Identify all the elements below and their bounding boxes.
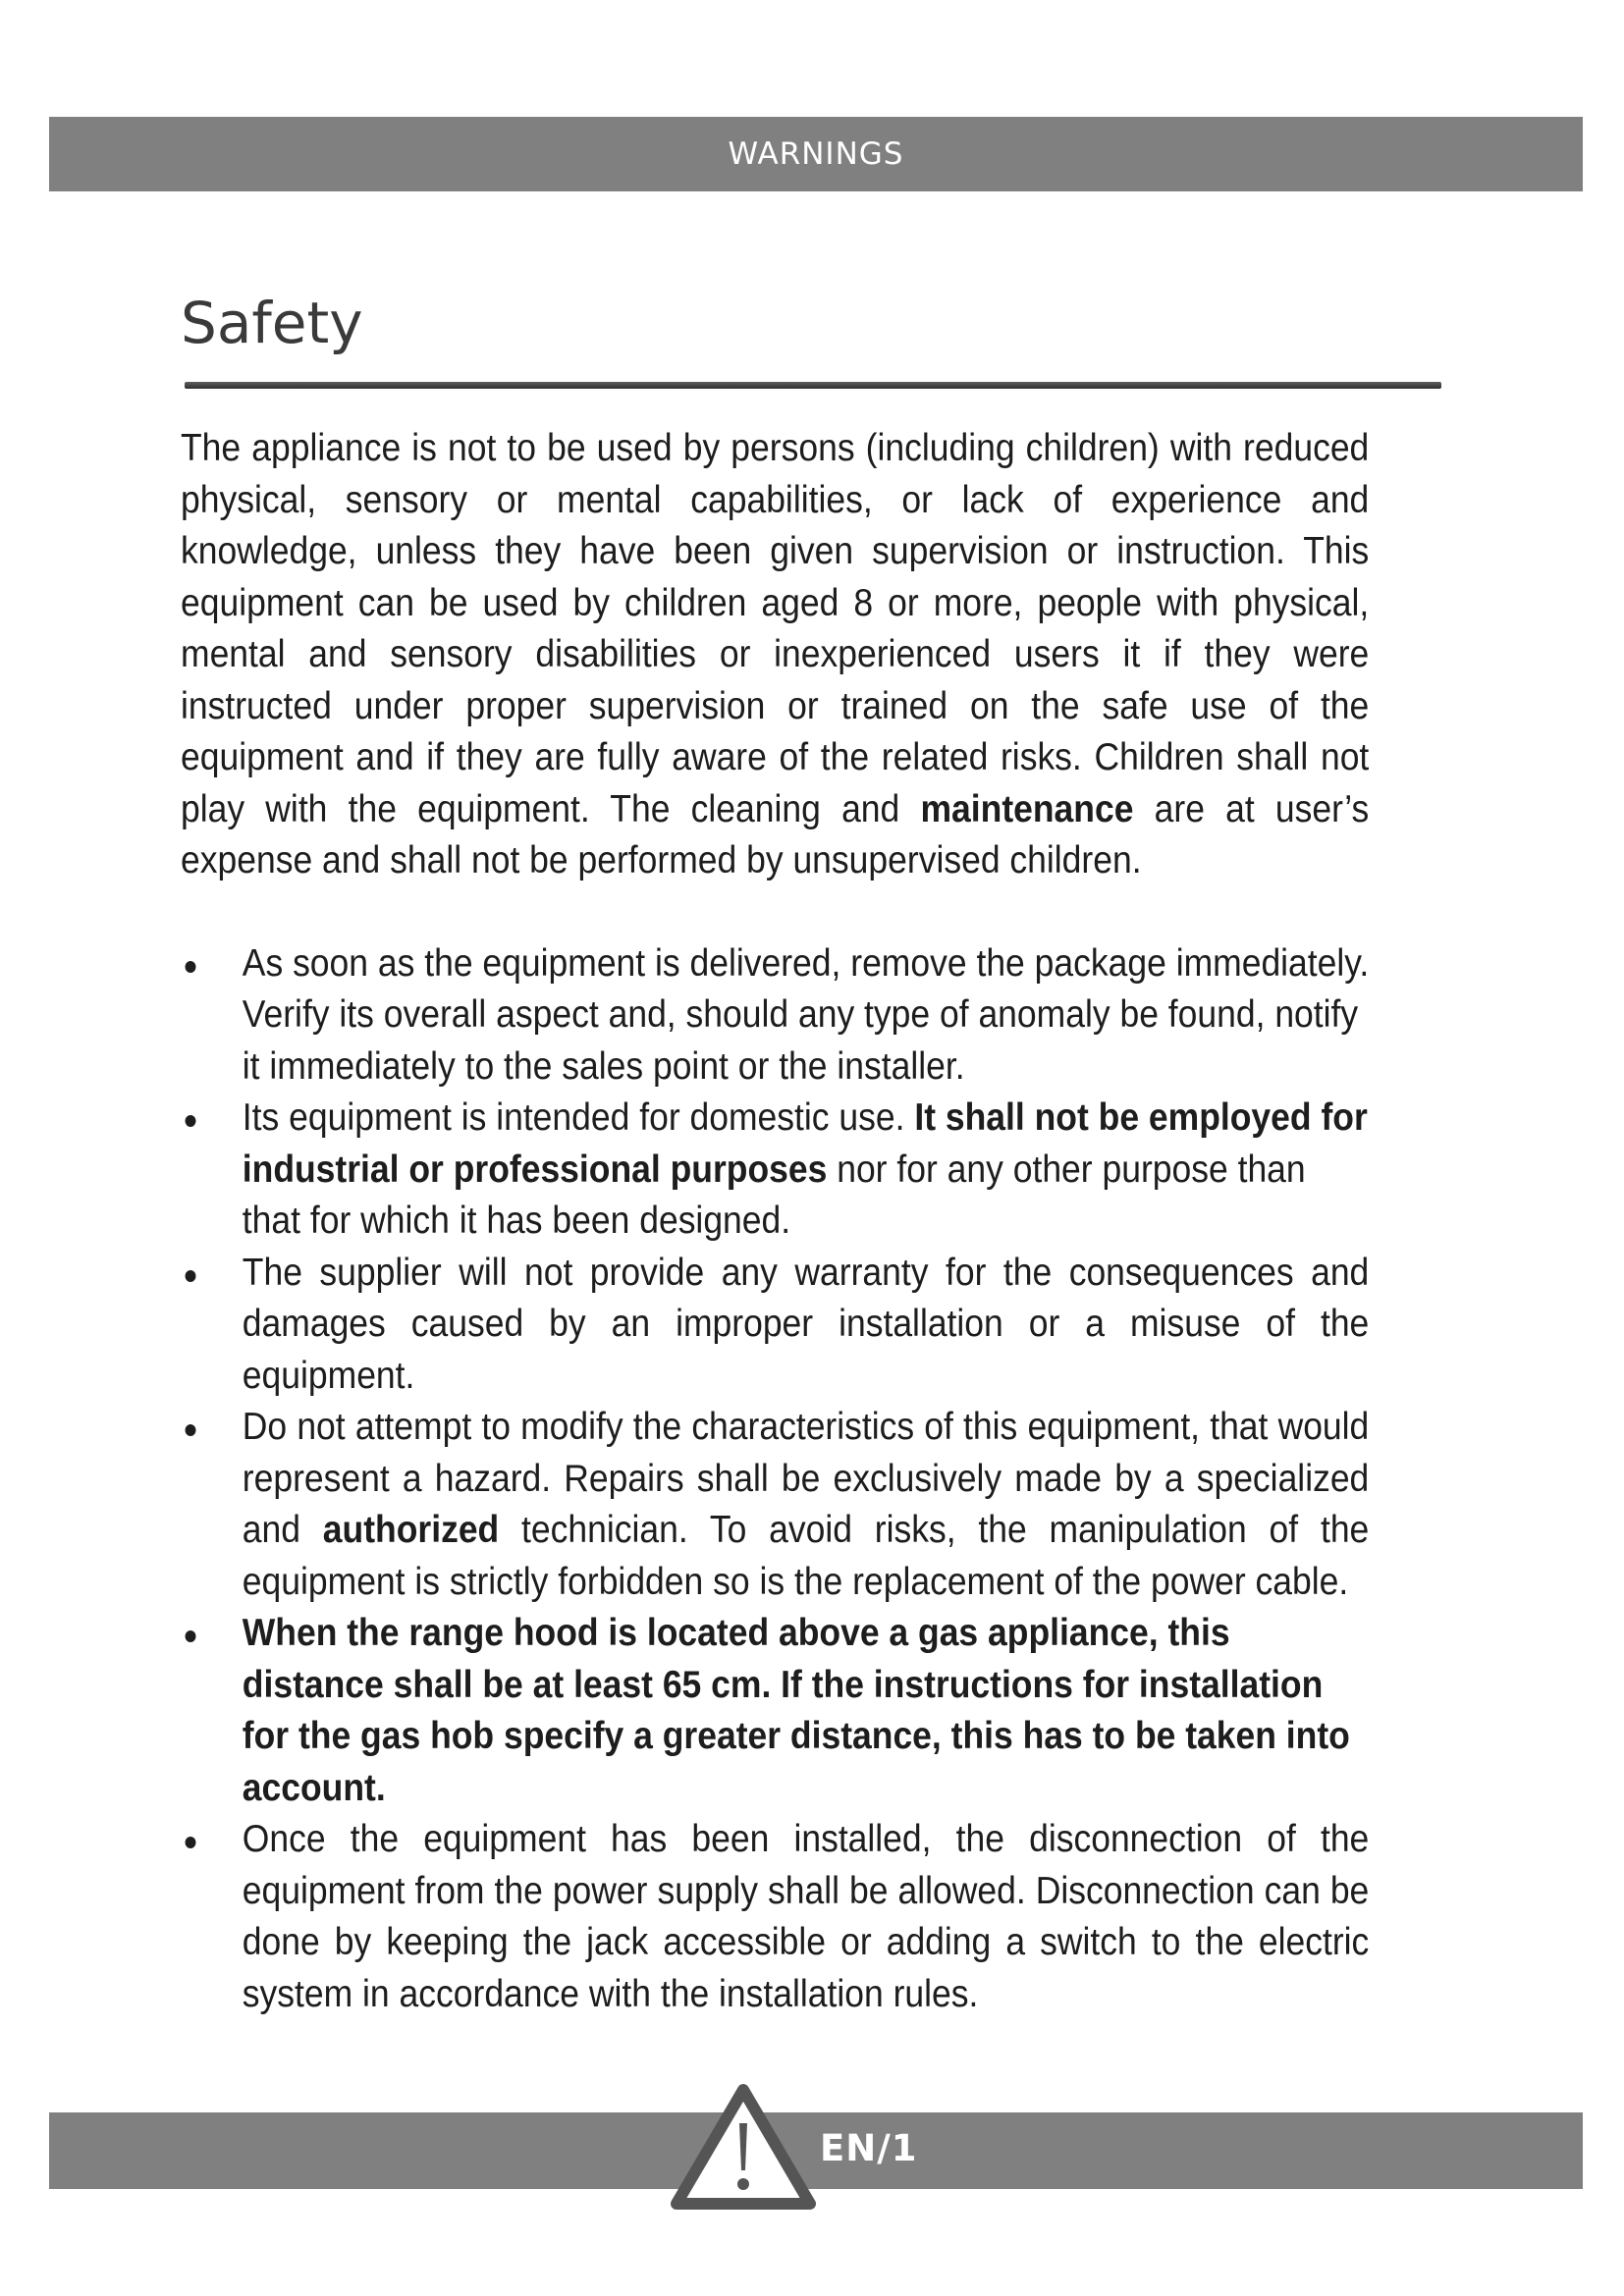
bullet-item (181, 1608, 1369, 1814)
bullet-text: Its equipment is intended for domestic use. (242, 1096, 915, 1139)
bullet-dot (186, 1837, 196, 1848)
bullet-dot (186, 1424, 196, 1436)
bullet-dot (186, 1270, 196, 1282)
bullet-text: technician. To avoid risks, the manipulation of the equipment is strictly forbidden so is the replacement of the power cable. (242, 1509, 1370, 1603)
intro-bold: maintenance (920, 787, 1134, 830)
bullet-item (181, 1814, 1369, 2020)
page-number: EN/1 (820, 2127, 918, 2169)
bullet-dot (186, 961, 196, 973)
bullet-text: The supplier will not provide any warranty for the consequences and damages caused by an improper installation or a misuse of the equipment. (242, 1251, 1370, 1397)
bullet-dot (186, 1630, 196, 1642)
bullet-text: Do not attempt to modify the characteristics of this equipment, that would represent a hazard. Repairs shall be exclusively made by a specialized and (242, 1406, 1370, 1551)
bullet-item (181, 1093, 1369, 1248)
bullet-dot (186, 1115, 196, 1127)
bullet-item (181, 1248, 1369, 1403)
footer-bar (49, 2112, 1583, 2189)
safety-bullet-list (181, 938, 1369, 2021)
section-title: Safety (181, 290, 363, 356)
bullet-item (181, 1402, 1369, 1608)
warning-triangle-icon (671, 2082, 816, 2212)
bullet-item (181, 938, 1369, 1094)
bullet-text: Once the equipment has been installed, the disconnection of the equipment from the power supply shall be allowed. Disconnection can be done by keeping the jack accessible or adding a switch to the electric system in accordance with the installation rules. (242, 1818, 1370, 2015)
safety-content (181, 423, 1369, 2020)
intro-text-1: The appliance is not to be used by persons (including children) with reduced physical, sensory or mental capabilities, or lack of experience and knowledge, unless they have been given supervision or instruction. This equipment can be used by children aged 8 or more, people with physical, mental and sensory disabilities or inexperienced users it if they were instructed under proper supervision or trained on the safe use of the equipment and if they are fully aware of the related risks. Children shall not play with the equipment. The cleaning and (181, 427, 1370, 830)
intro-paragraph (181, 423, 1369, 887)
bullet-bold-text: It shall not be employed for industrial or professional purposes (242, 1096, 1368, 1191)
bullet-text: nor for any other purpose than that for which it has been designed. (242, 1148, 1306, 1242)
header-title: WARNINGS (728, 136, 904, 172)
bullet-text: As soon as the equipment is delivered, remove the package immediately. Verify its overall aspect and, should any type of anomaly be found, notify it immediately to the sales point or the installer. (242, 941, 1370, 1088)
bullet-bold-text: When the range hood is located above a gas appliance, this distance shall be at least 65 cm. If the instructions for installation for the gas hob specify a greater distance, this has to be taken into account. (242, 1612, 1350, 1809)
header-bar (49, 117, 1583, 191)
title-rule (185, 382, 1441, 389)
intro-text-2: are at user’s expense and shall not be performed by unsupervised children. (181, 787, 1370, 881)
bullet-bold-text: authorized (322, 1509, 500, 1551)
